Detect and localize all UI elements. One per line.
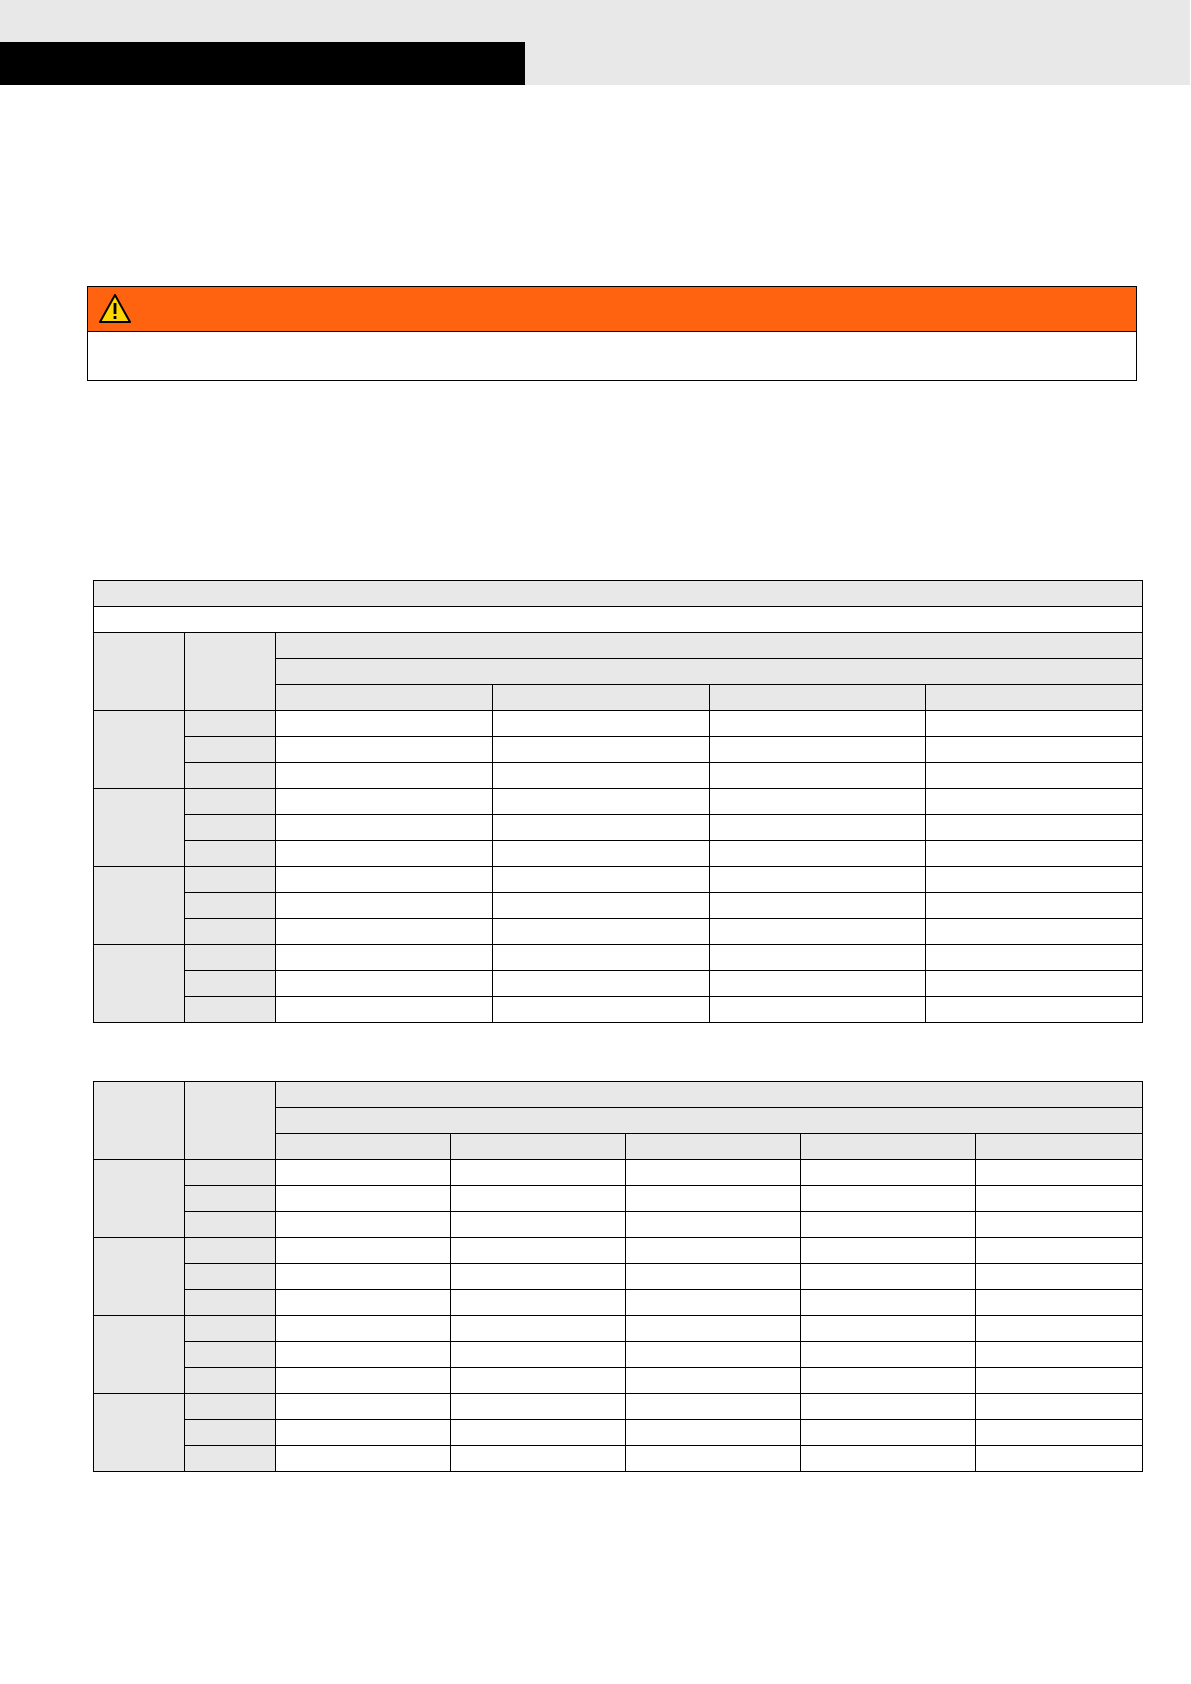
table-cell (926, 945, 1143, 971)
table-cell (276, 841, 493, 867)
table-row (94, 1264, 1143, 1290)
table-cell (493, 893, 710, 919)
table-cell (451, 1160, 626, 1186)
table-row (94, 945, 1143, 971)
table-cell (276, 763, 493, 789)
table-cell (451, 1264, 626, 1290)
table-cell (976, 1290, 1143, 1316)
table-cell (801, 1186, 976, 1212)
table-cell (276, 1316, 451, 1342)
row-label (185, 1160, 276, 1186)
table-cell (276, 1342, 451, 1368)
warning-bar (88, 287, 1136, 332)
span-header (276, 659, 1143, 685)
column-header (276, 685, 493, 711)
table-row (94, 971, 1143, 997)
table-cell (276, 1160, 451, 1186)
table-cell (276, 1368, 451, 1394)
column-header (451, 1134, 626, 1160)
column-header (710, 685, 926, 711)
row-label (185, 971, 276, 997)
column-header (185, 633, 276, 711)
row-label (185, 737, 276, 763)
table-cell (493, 815, 710, 841)
table-cell (926, 711, 1143, 737)
table-cell (710, 815, 926, 841)
table-cell (276, 737, 493, 763)
table-cell (976, 1316, 1143, 1342)
table-cell (976, 1212, 1143, 1238)
table-cell (626, 1160, 801, 1186)
table-cell (926, 919, 1143, 945)
column-header (94, 633, 185, 711)
table-cell (493, 971, 710, 997)
table-cell (710, 789, 926, 815)
table-row (94, 1238, 1143, 1264)
table-cell (801, 1420, 976, 1446)
table-cell (976, 1420, 1143, 1446)
group-label (94, 945, 185, 1023)
table-cell (451, 1290, 626, 1316)
table-row (94, 867, 1143, 893)
table-cell (710, 711, 926, 737)
span-header (276, 633, 1143, 659)
column-header (185, 1082, 276, 1160)
row-label (185, 919, 276, 945)
table-cell (710, 997, 926, 1023)
table-cell (451, 1342, 626, 1368)
group-label (94, 1160, 185, 1238)
table-cell (451, 1420, 626, 1446)
table-cell (276, 1420, 451, 1446)
table-cell (276, 789, 493, 815)
span-header (276, 1108, 1143, 1134)
table-cell (451, 1186, 626, 1212)
table-row (94, 1290, 1143, 1316)
table-cell (493, 919, 710, 945)
table-cell (926, 997, 1143, 1023)
column-header (801, 1134, 976, 1160)
table-cell (710, 867, 926, 893)
table-cell (926, 867, 1143, 893)
table-cell (493, 997, 710, 1023)
table-cell (976, 1160, 1143, 1186)
table-cell (801, 1238, 976, 1264)
table-cell (626, 1316, 801, 1342)
table-row (94, 1420, 1143, 1446)
table-cell (493, 841, 710, 867)
column-header (626, 1134, 801, 1160)
table-cell (276, 1446, 451, 1472)
table-subtitle (94, 607, 1143, 633)
table-cell (451, 1212, 626, 1238)
row-label (185, 763, 276, 789)
row-label (185, 711, 276, 737)
warning-box (87, 286, 1137, 381)
table-row (94, 919, 1143, 945)
warning-triangle-icon (98, 293, 132, 324)
column-header (926, 685, 1143, 711)
table-cell (626, 1368, 801, 1394)
table-cell (976, 1342, 1143, 1368)
table-row (94, 1394, 1143, 1420)
data-table-1 (93, 580, 1143, 1023)
table-cell (976, 1368, 1143, 1394)
table-row (94, 841, 1143, 867)
table-cell (626, 1394, 801, 1420)
table-cell (801, 1316, 976, 1342)
table-row (94, 1342, 1143, 1368)
table-row (94, 737, 1143, 763)
table-cell (801, 1264, 976, 1290)
table-cell (801, 1368, 976, 1394)
table-cell (451, 1368, 626, 1394)
table-cell (276, 867, 493, 893)
table-cell (276, 1290, 451, 1316)
table-cell (710, 945, 926, 971)
group-label (94, 789, 185, 867)
table-row (94, 1368, 1143, 1394)
column-header (276, 1134, 451, 1160)
row-label (185, 1342, 276, 1368)
row-label (185, 1446, 276, 1472)
column-header (493, 685, 710, 711)
column-header (94, 1082, 185, 1160)
table-cell (976, 1394, 1143, 1420)
table-cell (626, 1238, 801, 1264)
group-label (94, 1394, 185, 1472)
table-row (94, 815, 1143, 841)
table-cell (926, 815, 1143, 841)
row-label (185, 1316, 276, 1342)
table-cell (710, 919, 926, 945)
table-cell (801, 1394, 976, 1420)
table-cell (710, 737, 926, 763)
table-cell (926, 763, 1143, 789)
table-cell (493, 945, 710, 971)
table-cell (801, 1160, 976, 1186)
row-label (185, 1238, 276, 1264)
table-cell (926, 971, 1143, 997)
row-label (185, 1290, 276, 1316)
row-label (185, 945, 276, 971)
table-cell (276, 945, 493, 971)
table-cell (276, 815, 493, 841)
table-row (94, 997, 1143, 1023)
table-cell (801, 1212, 976, 1238)
table-cell (493, 711, 710, 737)
table-cell (626, 1342, 801, 1368)
table-cell (276, 1238, 451, 1264)
table-cell (276, 1394, 451, 1420)
table-cell (493, 867, 710, 893)
row-label (185, 1368, 276, 1394)
table-cell (276, 971, 493, 997)
table-cell (976, 1186, 1143, 1212)
table-cell (276, 1186, 451, 1212)
table-row (94, 893, 1143, 919)
table-cell (801, 1290, 976, 1316)
table-cell (626, 1212, 801, 1238)
row-label (185, 815, 276, 841)
table-cell (493, 789, 710, 815)
table-cell (976, 1238, 1143, 1264)
table-cell (626, 1290, 801, 1316)
row-label (185, 1394, 276, 1420)
group-label (94, 1316, 185, 1394)
table-cell (276, 893, 493, 919)
table-row (94, 1186, 1143, 1212)
table-cell (626, 1446, 801, 1472)
row-label (185, 789, 276, 815)
table-row (94, 763, 1143, 789)
table-cell (276, 919, 493, 945)
table-cell (710, 971, 926, 997)
row-label (185, 867, 276, 893)
group-label (94, 711, 185, 789)
table-cell (801, 1342, 976, 1368)
row-label (185, 997, 276, 1023)
data-table-2 (93, 1081, 1143, 1472)
warning-text (102, 332, 1122, 380)
table-cell (626, 1420, 801, 1446)
table-cell (493, 737, 710, 763)
table-cell (276, 1264, 451, 1290)
table-cell (926, 789, 1143, 815)
table-cell (710, 893, 926, 919)
table-cell (451, 1446, 626, 1472)
table-cell (926, 893, 1143, 919)
table-row (94, 1446, 1143, 1472)
table-cell (710, 763, 926, 789)
table-cell (276, 997, 493, 1023)
header-title-bar (0, 42, 525, 85)
group-label (94, 1238, 185, 1316)
table-cell (276, 711, 493, 737)
table-cell (801, 1446, 976, 1472)
table-row (94, 1212, 1143, 1238)
table-cell (451, 1394, 626, 1420)
table-cell (451, 1238, 626, 1264)
table-cell (276, 1212, 451, 1238)
table-row (94, 789, 1143, 815)
row-label (185, 1212, 276, 1238)
table-row (94, 711, 1143, 737)
row-label (185, 1264, 276, 1290)
row-label (185, 1186, 276, 1212)
table-cell (626, 1186, 801, 1212)
table-cell (976, 1264, 1143, 1290)
table-cell (451, 1316, 626, 1342)
table-title (94, 581, 1143, 607)
table-cell (926, 737, 1143, 763)
row-label (185, 893, 276, 919)
table-row (94, 1160, 1143, 1186)
group-label (94, 867, 185, 945)
table-cell (710, 841, 926, 867)
table-cell (976, 1446, 1143, 1472)
table-cell (926, 841, 1143, 867)
table-row (94, 1316, 1143, 1342)
row-label (185, 1420, 276, 1446)
column-header (976, 1134, 1143, 1160)
table-cell (493, 763, 710, 789)
span-header (276, 1082, 1143, 1108)
row-label (185, 841, 276, 867)
table-cell (626, 1264, 801, 1290)
